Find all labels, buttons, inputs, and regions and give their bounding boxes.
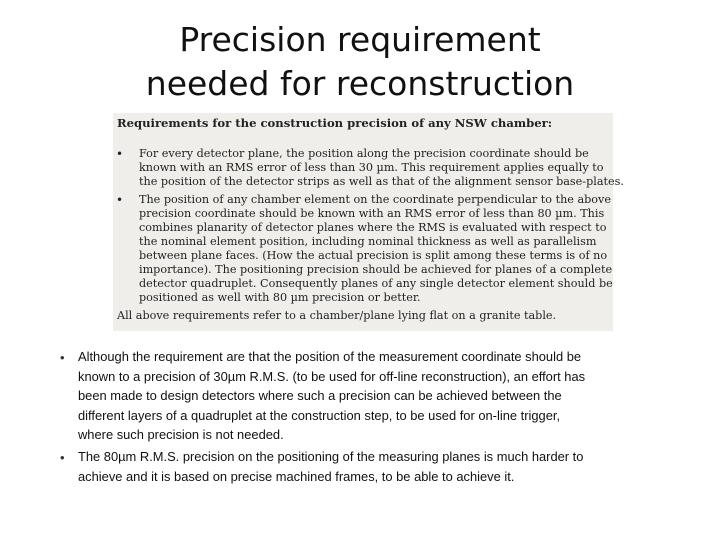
excerpt-line: known with an RMS error of less than 30 µm. This requirement applies equally to <box>139 161 604 174</box>
excerpt-line: combines planarity of detector planes where the RMS is evaluated with respect to <box>139 221 607 234</box>
bullet-marker-2: • <box>60 450 65 465</box>
bullet-paragraph-2 <box>78 447 678 486</box>
paragraph-line: achieve and it is based on precise machined frames, to be able to achieve it. <box>78 468 515 484</box>
scanned-excerpt <box>113 113 624 331</box>
excerpt-line: the position of the detector strips as well as that of the alignment sensor base-plates. <box>139 175 624 188</box>
excerpt-line: precision coordinate should be known with an RMS error of less than 80 µm. This <box>139 207 605 220</box>
slide-title-line-1: Precision requirement <box>179 20 541 59</box>
slide-title-line-2: needed for reconstruction <box>145 64 575 103</box>
excerpt-footer: All above requirements refer to a chamber/plane lying flat on a granite table. <box>117 309 557 322</box>
paragraph-line: different layers of a quadruplet at the construction step, to be used for on-line trigger, <box>78 407 561 423</box>
paragraph-line: where such precision is not needed. <box>78 427 284 442</box>
bullet-marker-1: • <box>60 350 65 365</box>
excerpt-line: importance). The positioning precision should be achieved for planes of a complete <box>139 263 613 276</box>
paragraph-line: The 80µm R.M.S. precision on the positioning of the measuring planes is much harder to <box>78 449 584 464</box>
excerpt-bullet-1: • <box>116 147 124 161</box>
excerpt-heading: Requirements for the construction precision of any NSW chamber: <box>117 116 552 130</box>
excerpt-line: positioned as well with 80 µm precision or better. <box>139 291 421 304</box>
excerpt-bullet-2: • <box>116 193 124 207</box>
paragraph-line: Although the requirement are that the position of the measurement coordinate should be <box>78 349 582 364</box>
excerpt-line: detector quadruplet. Consequently planes of any single detector element should be <box>139 277 613 290</box>
excerpt-line: the nominal element position, including nominal thickness as well as parallelism <box>139 235 597 248</box>
excerpt-line: The position of any chamber element on the coordinate perpendicular to the above <box>139 193 611 206</box>
paragraph-line: known to a precision of 30µm R.M.S. (to be used for off-line reconstruction), an effort has <box>78 368 586 384</box>
bullet-paragraph-1 <box>78 347 678 445</box>
slide-title <box>60 18 660 106</box>
excerpt-line: between plane faces. (How the actual precision is split among these terms is of no <box>139 249 608 262</box>
excerpt-line: For every detector plane, the position along the precision coordinate should be <box>139 147 589 160</box>
paragraph-line: been made to design detectors where such a precision can be achieved between the <box>78 388 562 403</box>
